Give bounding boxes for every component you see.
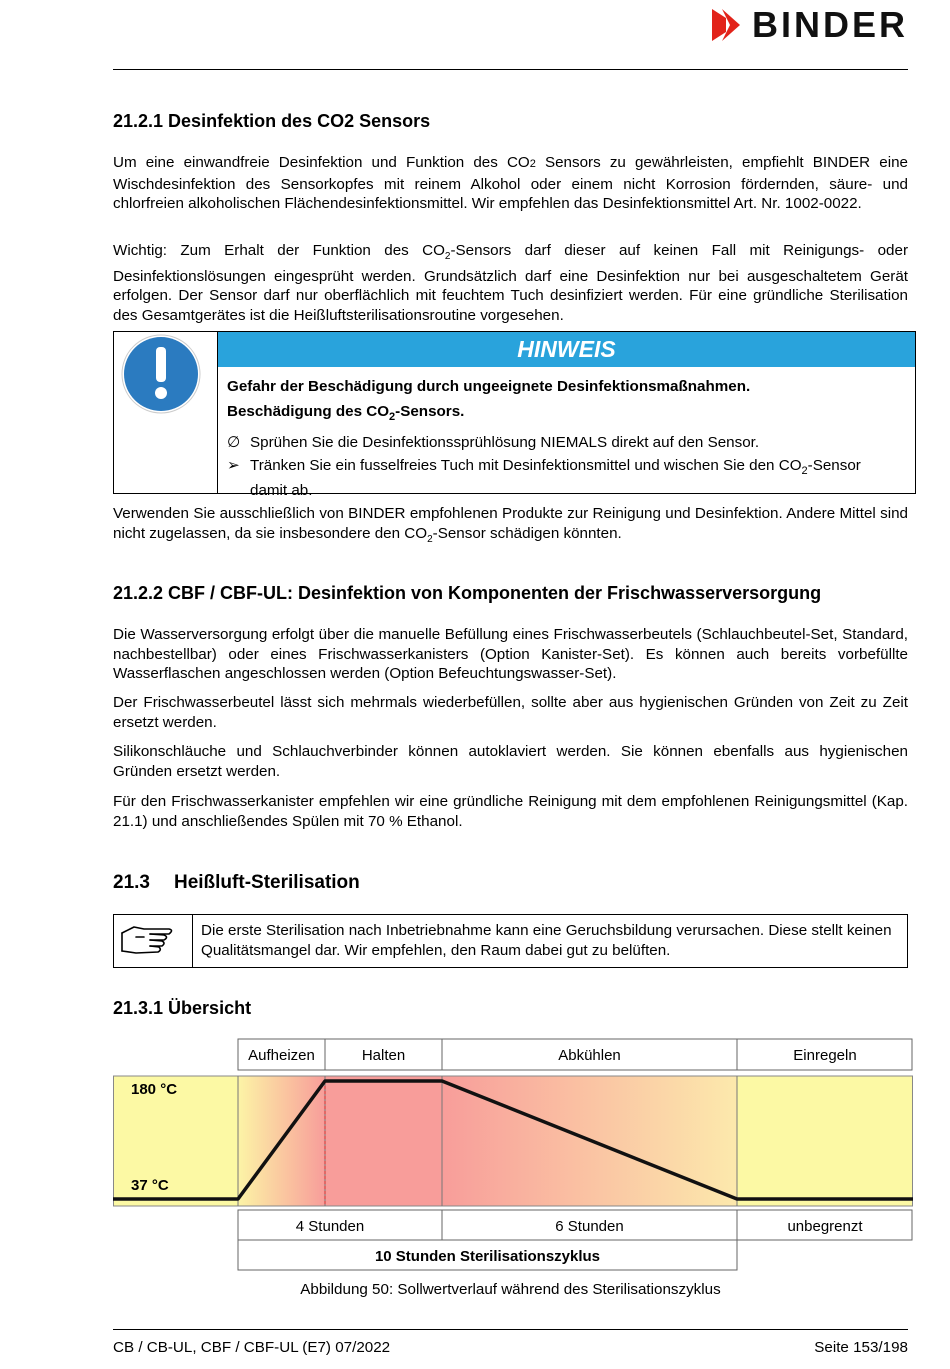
cycle-label: 10 Stunden Sterilisationszyklus	[374, 1248, 601, 1265]
section-heading-2131: 21.3.1 Übersicht	[113, 998, 252, 1018]
figure-caption: Abbildung 50: Sollwertverlauf während des Sterilisationszyklus	[300, 1281, 721, 1298]
duration-label-0: 4 Stunden	[295, 1218, 365, 1235]
footer-page-number: Seite 153/198	[814, 1339, 908, 1356]
paragraph-recommended-products: Verwenden Sie ausschließlich von BINDER empfohlenen Produkte zur Reinigung und Desinfektion. Andere Mittel sind nicht zugelassen, da sie insbesondere den $CO_2$-Sensor schädigen könnten.	[113, 505, 908, 545]
notice-item-prohibited: ∅ Sprühen Sie die Desinfektionssprühlösung NIEMALS direkt auf den Sensor.	[227, 434, 760, 452]
phase-label-0: Aufheizen	[248, 1047, 315, 1064]
phase-label-1: Halten	[361, 1047, 406, 1064]
arrow-bullet-icon: ➢	[227, 457, 240, 475]
holding-zone	[325, 1076, 442, 1206]
tip-text: Die erste Sterilisation nach Inbetriebnahme kann eine Geruchsbildung verursachen. Diese stellt keinen Qualitätsmangel dar. Wir empfehlen, den Raum dabei gut zu belüften.	[201, 922, 892, 959]
notice-item-instruction: ➢ Tränken Sie ein fusselfreies Tuch mit Desinfektionsmittel und wischen Sie den $CO_2$-Sensor damit ab.	[227, 457, 861, 500]
phase-label-2: Abkühlen	[558, 1047, 621, 1064]
footer-rule	[113, 1329, 908, 1330]
notice-line-2: Beschädigung des $CO_2$-Sensors.	[227, 403, 465, 424]
duration-label-1: 6 Stunden	[555, 1218, 624, 1235]
notice-icon-cell	[114, 332, 218, 493]
paragraph-important: Wichtig: Zum Erhalt der Funktion des $CO_2$-Sensors darf dieser auf keinen Fall mit Reinigungs- oder Desinfektionslösungen eingesprüht werden. Grundsätzlich darf eine Desinfektion nur bei ausgeschaltetem Gerät erfolgen. Der Sensor darf nur oberflächlich mit feuchtem Tuch desinfiziert werden. Für eine gründliche Sterilisation des Gesamtgerätes ist die Heißluftsterilisationsroutine vorgesehen.	[113, 242, 908, 324]
y-label-1: 37 °C	[131, 1177, 169, 1194]
mandatory-notice-icon	[114, 332, 217, 493]
phase-label-3: Einregeln	[793, 1047, 857, 1064]
sterilization-cycle-chart	[113, 1038, 913, 1273]
footer-document-id: CB / CB-UL, CBF / CBF-UL (E7) 07/2022	[113, 1339, 391, 1356]
paragraph-silicone-hoses: Silikonschläuche und Schlauchverbinder können autoklaviert werden. Sie können ebenfalls aus hygienischen Gründen ersetzt werden.	[113, 743, 908, 780]
section-heading-2121: 21.2.1 Desinfektion des CO2 Sensors	[113, 111, 431, 131]
page-footer	[113, 1339, 908, 1356]
section-heading-213: 21.3 Heißluft-Sterilisation	[113, 872, 360, 893]
tip-icon-cell	[114, 915, 193, 967]
notice-title: HINWEIS	[218, 332, 915, 367]
binder-logo	[710, 4, 908, 46]
paragraph-water-bag: Der Frischwasserbeutel lässt sich mehrmals wiederbefüllen, sollte aber aus hygienischen Gründen von Zeit zu Zeit ersetzt werden.	[113, 694, 908, 731]
notice-line-1: Gefahr der Beschädigung durch ungeeignete Desinfektionsmaßnahmen.	[227, 378, 751, 395]
header-rule	[113, 69, 908, 70]
paragraph-water-supply: Die Wasserversorgung erfolgt über die manuelle Befüllung eines Frischwasserbeutels (Schlauchbeutel-Set, Standard, nachbestellbar) oder eines Frischwasserkanisters (Option Kanister-Set). Es können auch bereits vorbefüllte Wasserflaschen angeschlossen werden (Option Befeuchtungswasser-Set).	[113, 626, 908, 682]
section-heading-2122: 21.2.2 CBF / CBF-UL: Desinfektion von Komponenten der Frischwasserversorgung	[113, 583, 822, 603]
chart-background	[113, 1076, 913, 1206]
duration-label-2: unbegrenzt	[787, 1218, 863, 1235]
notice-body	[227, 374, 895, 501]
y-label-0: 180 °C	[131, 1081, 178, 1098]
binder-logo-icon	[710, 7, 744, 43]
paragraph-co2-disinfection: Um eine einwandfreie Desinfektion und Funktion des CO2 Sensors zu gewährleisten, empfiehlt BINDER eine Wischdesinfektion des Sensorkopfes mit reinem Alkohol oder einem nicht Korrosion fördernden, säure- und chlorfreien alkoholischen Flächendesinfektionsmittel. Wir empfehlen das Desinfektionsmittel Art. Nr. 1002-0022.	[113, 154, 908, 212]
pointing-hand-icon	[114, 915, 192, 967]
tip-box	[113, 914, 908, 968]
brand-name: BINDER	[751, 4, 908, 45]
prohibited-icon: ∅	[227, 434, 241, 452]
paragraph-canister: Für den Frischwasserkanister empfehlen wir eine gründliche Reinigung mit dem empfohlenen Reinigungsmittel (Kap. 21.1) und anschließendes Spülen mit 70 % Ethanol.	[113, 793, 908, 830]
notice-box	[113, 331, 916, 500]
